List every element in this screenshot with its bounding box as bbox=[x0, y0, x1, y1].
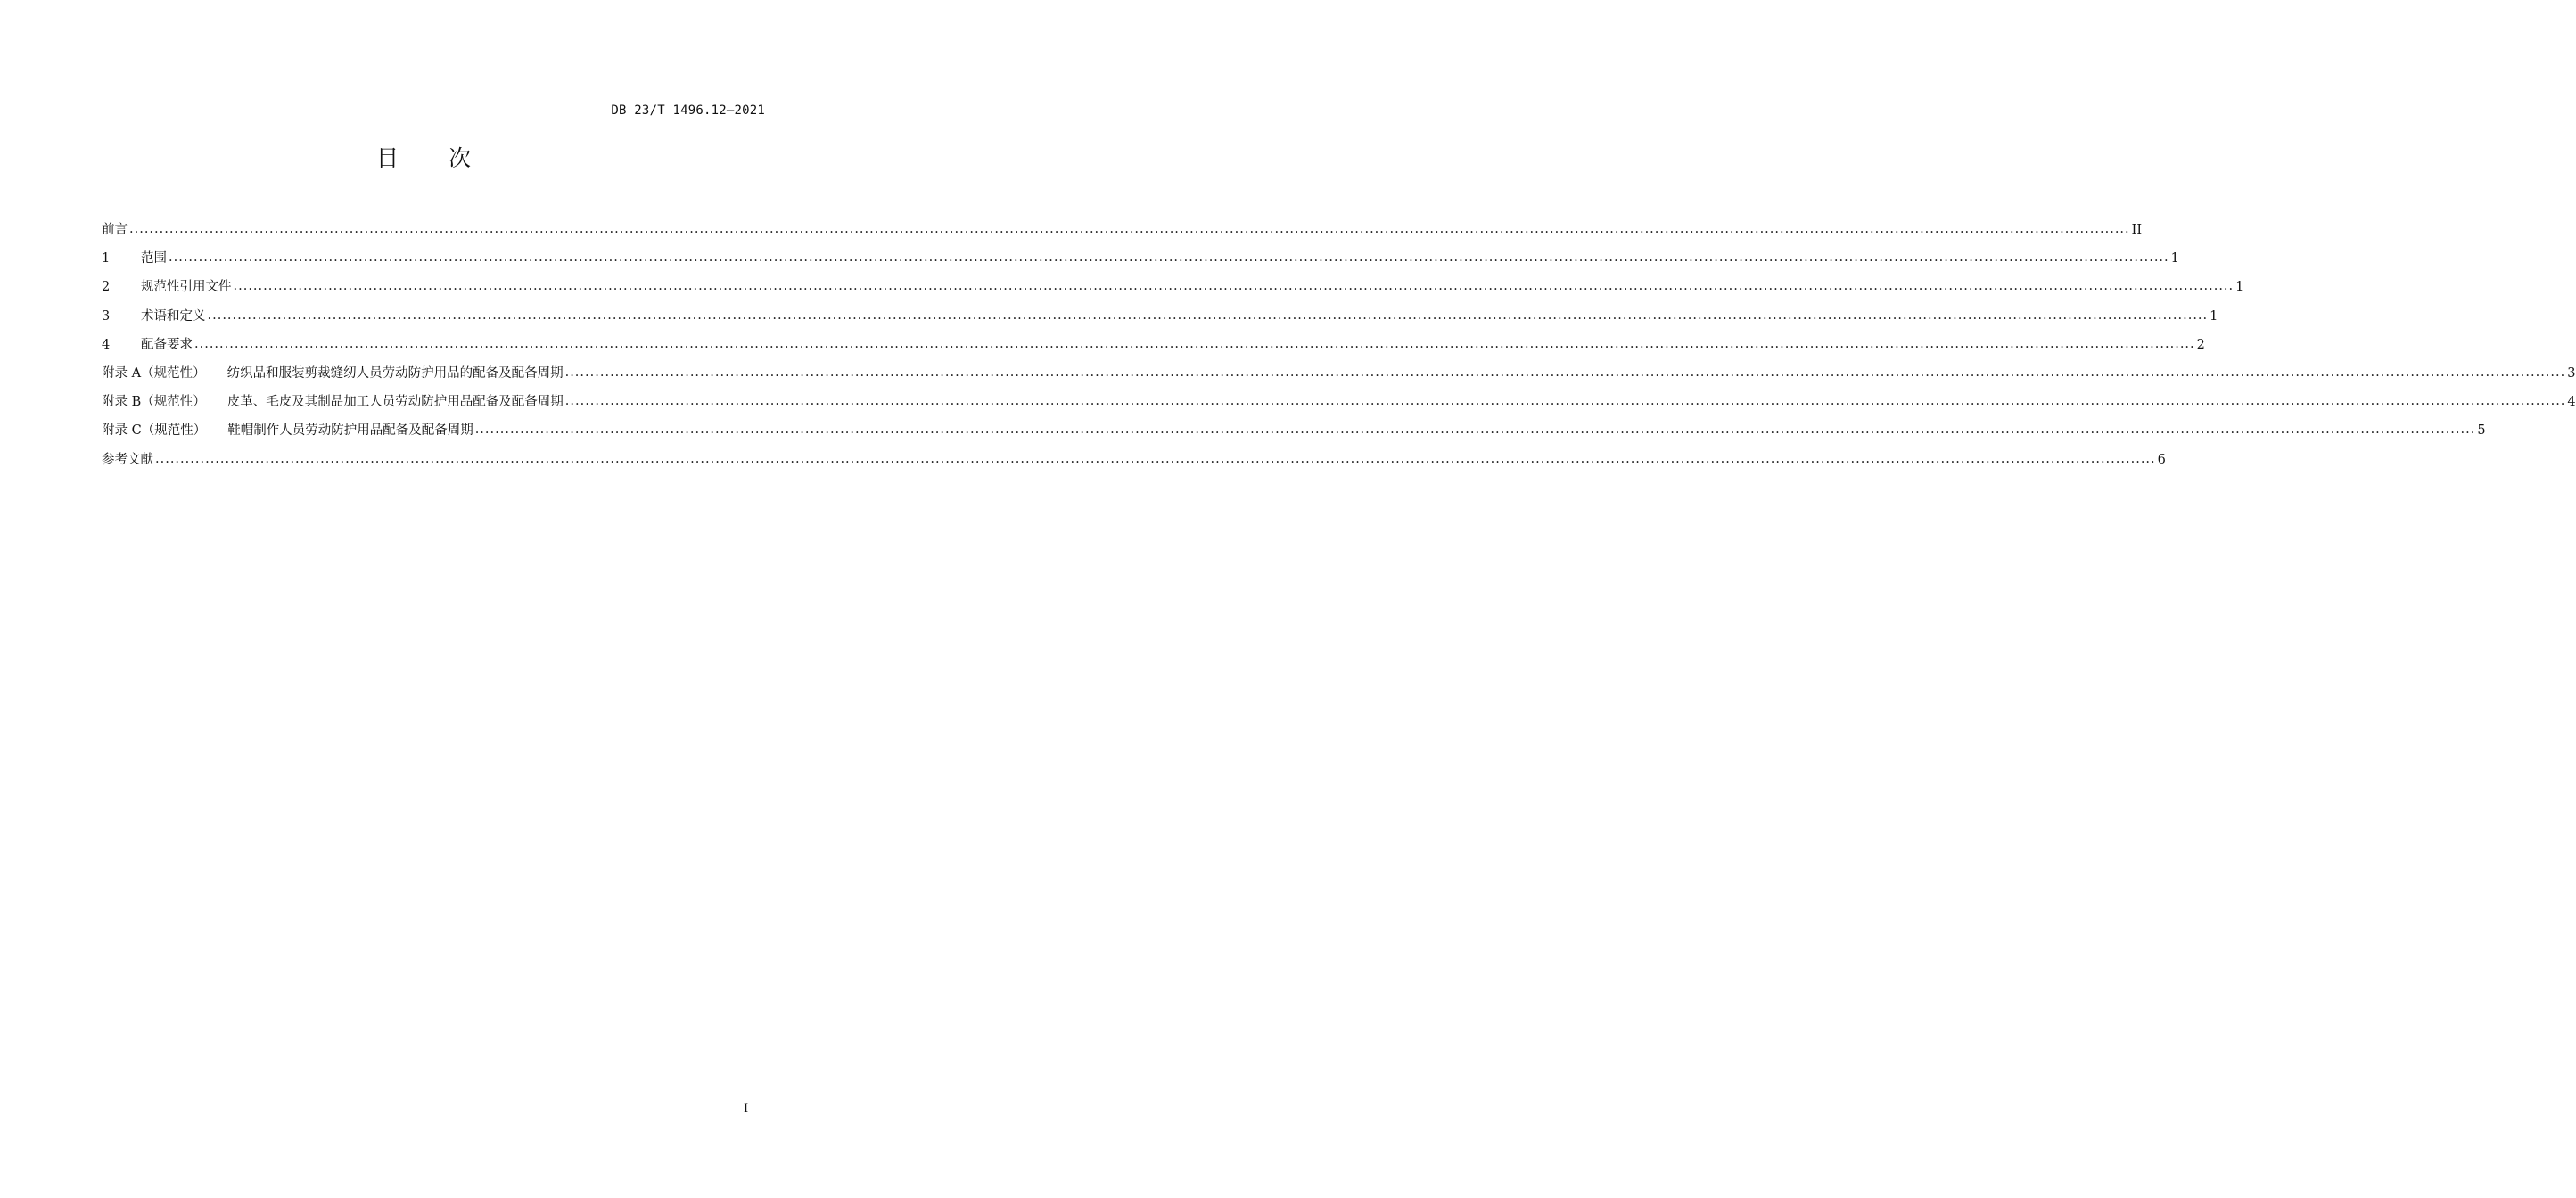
toc-entry-scope[interactable] bbox=[102, 248, 2179, 276]
toc-entry-terms-definitions[interactable] bbox=[102, 306, 2218, 334]
toc-entry-label bbox=[102, 334, 193, 353]
toc-entry-page: 6 bbox=[2157, 452, 2166, 467]
toc-entry-text: 前言 bbox=[102, 223, 128, 237]
toc-entry-text: 术语和定义 bbox=[141, 308, 206, 324]
table-of-contents bbox=[102, 219, 2576, 478]
title-char-1: 目 bbox=[375, 145, 399, 171]
toc-entry-text: 皮革、毛皮及其制品加工人员劳动防护用品配备及配备周期 bbox=[226, 395, 564, 410]
toc-leader-dots: ................................................................................................................................................................................................................................................................................................................................................................................................................ bbox=[207, 308, 2209, 323]
toc-entry-requirements[interactable] bbox=[102, 334, 2205, 363]
toc-entry-text: 规范性引用文件 bbox=[141, 280, 232, 295]
toc-entry-label bbox=[102, 420, 473, 439]
toc-leader-dots: ................................................................................................................................................................................................................................................................................................................................................................................................................ bbox=[194, 336, 2195, 351]
toc-entry-number: 3 bbox=[102, 308, 111, 324]
toc-annex-prefix: 附录 B（规范性） bbox=[102, 395, 206, 410]
toc-leader-dots: ................................................................................................................................................................................................................................................................................................................................................................................................................ bbox=[474, 423, 2476, 438]
toc-entry-annex-b[interactable] bbox=[102, 391, 2576, 420]
toc-leader-dots: ................................................................................................................................................................................................................................................................................................................................................................................................................ bbox=[564, 365, 2566, 380]
toc-entry-page: 3 bbox=[2567, 365, 2576, 381]
toc-entry-label bbox=[102, 449, 153, 468]
toc-entry-page: 1 bbox=[2210, 308, 2218, 324]
toc-entry-page: 1 bbox=[2235, 280, 2244, 295]
toc-entry-text: 鞋帽制作人员劳动防护用品配备及配备周期 bbox=[227, 423, 473, 439]
toc-entry-page: 5 bbox=[2477, 423, 2486, 439]
toc-entry-normative-references[interactable] bbox=[102, 276, 2244, 305]
toc-leader-dots: ................................................................................................................................................................................................................................................................................................................................................................................................................ bbox=[155, 451, 2156, 466]
toc-entry-text: 纺织品和服装剪裁缝纫人员劳动防护用品的配备及配备周期 bbox=[226, 365, 564, 381]
page-title bbox=[0, 141, 847, 173]
toc-annex-prefix: 附录 A（规范性） bbox=[102, 365, 206, 381]
toc-leader-dots: ................................................................................................................................................................................................................................................................................................................................................................................................................ bbox=[169, 250, 2169, 266]
toc-entry-label bbox=[102, 306, 206, 324]
title-char-2: 次 bbox=[449, 145, 472, 171]
toc-entry-annex-c[interactable] bbox=[102, 420, 2486, 448]
toc-entry-text: 配备要求 bbox=[141, 337, 193, 352]
toc-entry-page: 4 bbox=[2567, 395, 2576, 410]
toc-entry-label bbox=[102, 219, 128, 238]
toc-entry-label bbox=[102, 363, 564, 382]
toc-leader-dots: ................................................................................................................................................................................................................................................................................................................................................................................................................ bbox=[564, 394, 2566, 409]
toc-entry-bibliography[interactable] bbox=[102, 449, 2166, 478]
toc-entry-number: 4 bbox=[102, 337, 111, 352]
toc-entry-text: 参考文献 bbox=[102, 452, 153, 467]
toc-entry-label bbox=[102, 248, 167, 267]
toc-entry-text: 范围 bbox=[141, 251, 167, 267]
toc-leader-dots: ................................................................................................................................................................................................................................................................................................................................................................................................................ bbox=[233, 279, 2234, 294]
page-number: I bbox=[744, 1102, 749, 1115]
toc-entry-label bbox=[102, 276, 232, 295]
toc-entry-label bbox=[102, 391, 564, 410]
document-code: DB 23/T 1496.12—2021 bbox=[611, 103, 765, 118]
toc-leader-dots: ................................................................................................................................................................................................................................................................................................................................................................................................................ bbox=[129, 222, 2130, 236]
toc-entry-number: 1 bbox=[102, 251, 111, 267]
toc-entry-annex-a[interactable] bbox=[102, 363, 2576, 391]
toc-annex-prefix: 附录 C（规范性） bbox=[102, 423, 207, 439]
toc-entry-page: 1 bbox=[2170, 251, 2179, 267]
toc-entry-foreword[interactable] bbox=[102, 219, 2143, 248]
toc-entry-page: II bbox=[2131, 223, 2143, 237]
toc-entry-page: 2 bbox=[2196, 337, 2205, 352]
toc-entry-number: 2 bbox=[102, 280, 111, 295]
